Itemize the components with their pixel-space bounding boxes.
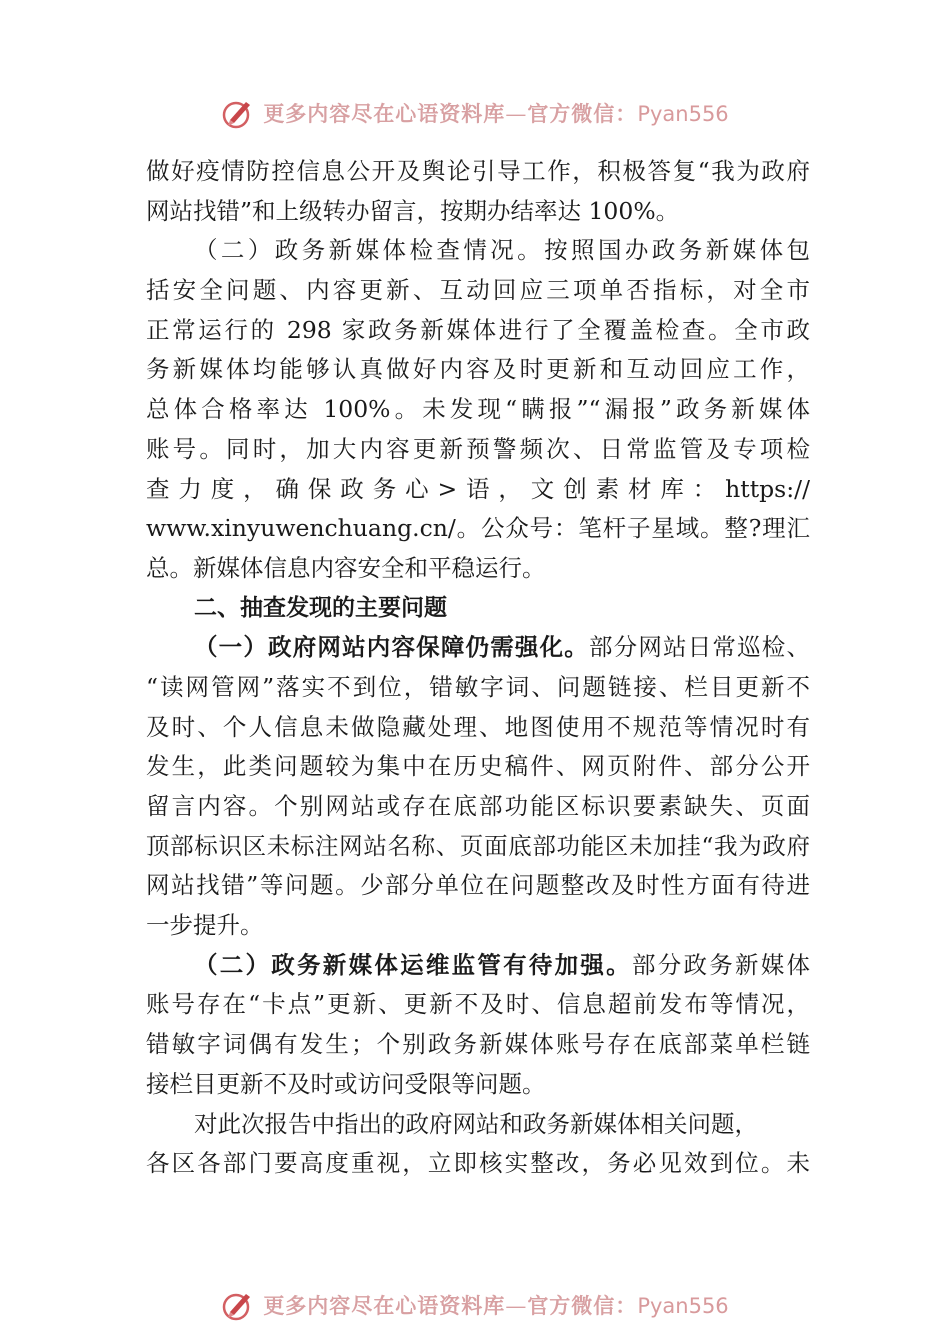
- text-line: 总。新媒体信息内容安全和平稳运行。: [146, 553, 546, 582]
- text-line: “读网管网”落实不到位，错敏字词、问题链接、栏目更新不: [146, 672, 810, 701]
- brush-logo-icon: [221, 1288, 255, 1322]
- text-line: 括安全问题、内容更新、互动回应三项单否指标，对全市: [146, 276, 810, 305]
- watermark-text: 更多内容尽在心语资料库—官方微信：Pyan556: [263, 1293, 729, 1318]
- subsection-lead: （一）政府网站内容保障仍需强化。: [194, 633, 589, 662]
- text-line: 务新媒体均能够认真做好内容及时更新和互动回应工作，: [146, 355, 810, 384]
- text-line: 接栏目更新不及时或访问受限等问题。: [146, 1069, 546, 1098]
- document-body: [146, 152, 810, 1184]
- text-span: 部分网站日常巡检、: [589, 633, 810, 662]
- text-line: 做好疫情防控信息公开及舆论引导工作，积极答复“我为政府: [146, 157, 810, 185]
- text-line: 正常运行的 298 家政务新媒体进行了全覆盖检查。全市政: [146, 315, 810, 344]
- text-line: 网站找错”和上级转办留言，按期办结率达 100%。: [146, 196, 680, 225]
- text-span: 部分政务新媒体: [631, 950, 811, 979]
- text-line: 及时、个人信息未做隐藏处理、地图使用不规范等情况时有: [146, 712, 810, 741]
- footer-watermark: [0, 1288, 950, 1322]
- text-line: 账号存在“卡点”更新、更新不及时、信息超前发布等情况，: [146, 990, 810, 1019]
- header-watermark: [0, 96, 950, 130]
- text-line: 网站找错”等问题。少部分单位在问题整改及时性方面有待进: [146, 871, 810, 900]
- text-line: 查力度，确保政务心>语，文创素材库：https://: [146, 474, 810, 503]
- text-line: 各区各部门要高度重视，立即核实整改，务必见效到位。未: [146, 1149, 810, 1178]
- text-line: 对此次报告中指出的政府网站和政务新媒体相关问题，: [194, 1109, 758, 1138]
- watermark-text: 更多内容尽在心语资料库—官方微信：Pyan556: [263, 101, 729, 126]
- subsection-lead: （二）政务新媒体运维监管有待加强。: [194, 950, 632, 979]
- text-line: 账号。同时，加大内容更新预警频次、日常监管及专项检: [146, 434, 810, 463]
- text-line: 留言内容。个别网站或存在底部功能区标识要素缺失、页面: [146, 792, 810, 820]
- text-line: 发生，此类问题较为集中在历史稿件、网页附件、部分公开: [146, 752, 810, 781]
- text-line: [146, 628, 810, 668]
- text-line: [146, 946, 810, 986]
- text-line: www.xinyuwenchuang.cn/。公众号：笔杆子星域。整?理汇: [146, 514, 810, 543]
- section-heading: 二、抽查发现的主要问题: [194, 594, 447, 621]
- text-line: （二）政务新媒体检查情况。按照国办政务新媒体包: [194, 236, 810, 265]
- brush-logo-icon: [221, 96, 255, 130]
- text-line: 总体合格率达 100%。未发现“瞒报”“漏报”政务新媒体: [146, 395, 810, 424]
- text-line: 顶部标识区未标注网站名称、页面底部功能区未加挂“我为政府: [146, 831, 810, 860]
- text-line: 一步提升。: [146, 911, 264, 940]
- text-line: 错敏字词偶有发生；个别政务新媒体账号存在底部菜单栏链: [146, 1030, 810, 1059]
